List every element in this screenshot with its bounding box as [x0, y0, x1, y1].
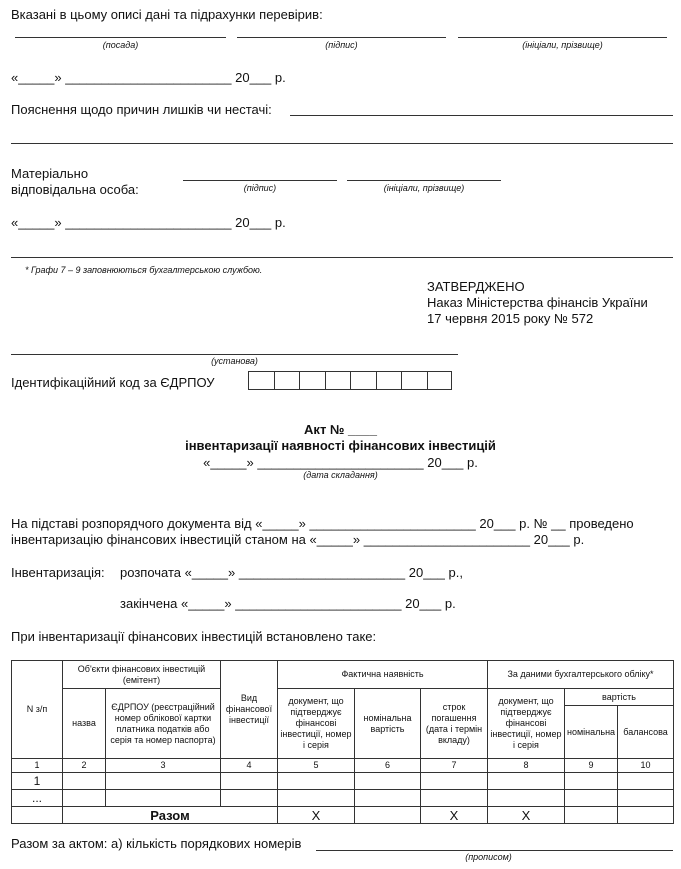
table-row [12, 790, 674, 807]
table-cell[interactable] [565, 773, 618, 790]
table-cell[interactable] [63, 773, 106, 790]
th-kind: Вид фінансової інвестиції [221, 661, 278, 759]
initials-caption: (ініціали, прізвище) [522, 40, 603, 50]
edrpou-box[interactable] [248, 371, 274, 390]
explanation-line-2 [11, 143, 673, 144]
mo-signature-line [183, 180, 337, 181]
th-balance: балансова [623, 726, 668, 737]
table-cell[interactable] [488, 790, 565, 807]
col-num-7: 7 [421, 759, 488, 773]
col-num-9: 9 [565, 759, 618, 773]
edrpou-box[interactable] [401, 371, 427, 390]
table-cell[interactable] [421, 773, 488, 790]
table-cell [12, 807, 63, 824]
th-nom2: номінальна [565, 706, 618, 758]
table-cell[interactable] [221, 773, 278, 790]
edrpou-box[interactable] [427, 371, 453, 390]
inventory-table [11, 660, 674, 824]
act-subtitle: інвентаризації наявності фінансових інвестицій [185, 438, 496, 453]
col-num-5: 5 [278, 759, 355, 773]
approval-title: ЗАТВЕРДЖЕНО [427, 279, 525, 294]
total-act-label: Разом за актом: а) кількість порядкових номерів [11, 836, 302, 851]
th-accounting: За даними бухгалтерського обліку* [488, 661, 674, 689]
col-num-1: 1 [12, 759, 63, 773]
basis-line-2: інвентаризацію фінансових інвестицій станом на «_____» _______________________ 20___ р. [11, 532, 585, 547]
explanation-line [290, 115, 673, 116]
th-objects: Об'єкти фінансових інвестицій (емітент) [63, 661, 221, 689]
approval-line-1: Наказ Міністерства фінансів України [427, 295, 648, 310]
mo-label-1: Матеріально [11, 166, 89, 181]
mo-initials-caption: (ініціали, прізвище) [383, 183, 465, 193]
mo-initials-line [347, 180, 501, 181]
edrpou-boxes[interactable] [248, 371, 452, 390]
table-cell[interactable] [618, 807, 674, 824]
total-x-7: Х [421, 807, 488, 824]
row-num: ... [12, 790, 63, 807]
total-x-5: Х [278, 807, 355, 824]
explanation-label: Пояснення щодо причин лишків чи нестачі: [11, 102, 272, 117]
separator-line [11, 257, 673, 258]
table-cell[interactable] [565, 807, 618, 824]
table-cell[interactable] [221, 790, 278, 807]
th-actual: Фактична наявність [278, 661, 488, 689]
position-caption: (посада) [102, 40, 139, 50]
edrpou-box[interactable] [350, 371, 376, 390]
position-line [15, 37, 226, 38]
mo-label-2: відповідальна особа: [11, 182, 139, 197]
th-doc2: документ, що підтверджує фінансові інвестиції, номер і серія [488, 689, 565, 759]
total-row [12, 807, 674, 824]
total-label: Разом [63, 807, 278, 824]
table-cell[interactable] [421, 790, 488, 807]
mo-signature-caption: (підпис) [243, 183, 277, 193]
table-cell[interactable] [278, 790, 355, 807]
act-title: Акт № ____ [304, 422, 377, 437]
table-cell[interactable] [106, 773, 221, 790]
table-cell[interactable] [355, 807, 421, 824]
table-cell[interactable] [618, 773, 674, 790]
checked-label: Вказані в цьому описі дані та підрахунки перевірив: [11, 7, 323, 22]
table-cell[interactable] [278, 773, 355, 790]
table-cell[interactable] [106, 790, 221, 807]
col-num-10: 10 [618, 759, 674, 773]
table-cell[interactable] [488, 773, 565, 790]
col-num-2: 2 [63, 759, 106, 773]
th-term: строк погашення (дата і термін вкладу) [421, 689, 488, 759]
inventory-label: Інвентаризація: [11, 565, 105, 580]
signature-caption: (підпис) [325, 40, 358, 50]
col-num-4: 4 [221, 759, 278, 773]
table-cell[interactable] [618, 790, 674, 807]
edrpou-box[interactable] [274, 371, 300, 390]
th-nominal: номінальна вартість [355, 689, 421, 759]
th-doc: документ, що підтверджує фінансові інвестиції, номер і серія [278, 689, 355, 759]
act-date: «_____» _______________________ 20___ р. [203, 455, 478, 470]
table-cell[interactable] [355, 790, 421, 807]
established-label: При інвентаризації фінансових інвестицій встановлено таке: [11, 629, 377, 644]
inventory-started: розпочата «_____» _______________________ 20___ р., [120, 565, 463, 580]
total-act-line [316, 850, 673, 851]
row-num: 1 [12, 773, 63, 790]
th-value-group [565, 689, 674, 759]
date-line-1: «_____» _______________________ 20___ р. [11, 70, 286, 85]
th-edrpou: ЄДРПОУ (реєстраційний номер облікової картки платника податків або серія та номер паспорта) [106, 689, 221, 759]
initials-line [458, 37, 667, 38]
edrpou-box[interactable] [299, 371, 325, 390]
edrpou-box[interactable] [376, 371, 402, 390]
col-num-8: 8 [488, 759, 565, 773]
col-num-3: 3 [106, 759, 221, 773]
inventory-finished: закінчена «_____» _______________________ 20___ р. [120, 596, 456, 611]
edrpou-box[interactable] [325, 371, 351, 390]
th-value: вартість [565, 689, 673, 706]
basis-line-1: На підставі розпорядчого документа від «_____» _______________________ 20___ р. № __ проведено [11, 516, 634, 531]
edrpou-label: Ідентифікаційний код за ЄДРПОУ [11, 375, 215, 390]
act-date-caption: (дата складання) [303, 470, 378, 480]
org-line [11, 354, 458, 355]
th-name: назва [63, 689, 106, 759]
th-num: N з/п [12, 661, 63, 759]
date-line-2: «_____» _______________________ 20___ р. [11, 215, 286, 230]
total-x-8: Х [488, 807, 565, 824]
org-caption: (установа) [211, 356, 258, 366]
signature-line [237, 37, 446, 38]
table-cell[interactable] [565, 790, 618, 807]
footnote: * Графи 7 – 9 заповнюються бухгалтерською службою. [25, 265, 263, 275]
col-num-6: 6 [355, 759, 421, 773]
table-cell[interactable] [355, 773, 421, 790]
approval-line-2: 17 червня 2015 року № 572 [427, 311, 594, 326]
table-row [12, 773, 674, 790]
total-act-caption: (прописом) [465, 852, 512, 862]
table-cell[interactable] [63, 790, 106, 807]
